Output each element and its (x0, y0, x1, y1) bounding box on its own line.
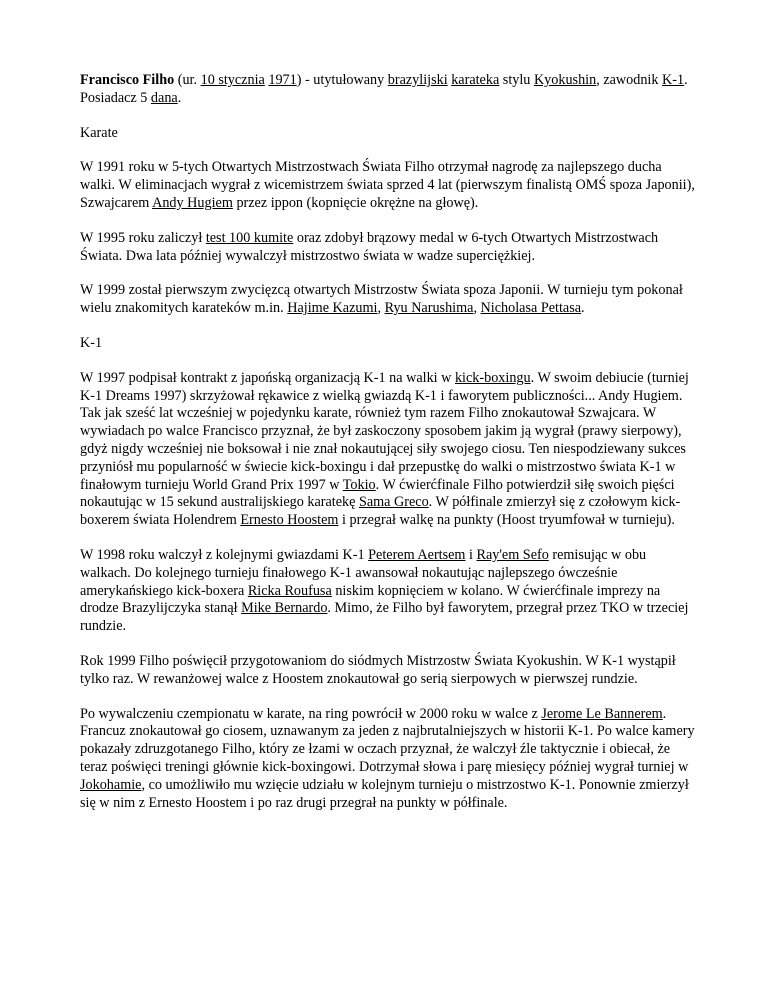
text: . Posiadacz 5 (80, 72, 688, 106)
text: remisując w obu walkach. Do kolejnego turnieju finałowego K-1 awansował nokautując najlepszego ówcześnie amerykańskiego kick-boxera (80, 546, 647, 599)
text: Po wywalczeniu czempionatu w karate, na ring powrócił w 2000 roku w walce z (80, 705, 542, 722)
link-ryu-narushima[interactable]: Ryu Narushima (384, 300, 474, 317)
paragraph-1991 (80, 159, 696, 212)
link-andy-hug[interactable]: Andy Hugiem (152, 194, 233, 211)
text: W 1997 podpisał kontrakt z japońską organizacją K-1 na walki w (80, 369, 455, 386)
link-jokohama[interactable]: Jokohamie (80, 776, 142, 793)
text: W 1995 roku zaliczył (80, 229, 206, 246)
text: . W swoim debiucie (turniej K-1 Dreams 1997) skrzyżował rękawice z wielką gwiazdą K-1 i faworytem publiczności... Andy Hugiem. Tak jak sześć lat wcześniej w pojedynku karate, również tym razem Filho znokautował Szwajcara. W wywiadach po walce Francisco przyznał, że był zaskoczony sposobem jakim ją wygrał (prawy sierpowy), gdyż nigdy wcześniej nie boksował i nie znał nokautującej siły swojego ciosu. Ten niespodziewany sukces przyniósł mu popularność w świecie kick-boxingu i dał przepustkę do walki o mistrzostwo świata K-1 w finałowym turnieju World Grand Prix 1997 w (80, 369, 689, 493)
link-nationality[interactable]: brazylijski (387, 72, 448, 88)
text: . (581, 300, 585, 317)
link-peter-aerts[interactable]: Peterem Aertsem (368, 546, 466, 563)
link-tokio[interactable]: Tokio (342, 476, 376, 493)
paragraph-1998 (80, 547, 696, 636)
link-ray-sefo[interactable]: Ray'em Sefo (476, 546, 549, 563)
paragraph-1999-k1: Rok 1999 Filho poświęcił przygotowaniom do siódmych Mistrzostw Świata Kyokushin. W K-1 wystąpił tylko raz. W rewanżowej walce z Hoostem znokautował go serią sierpowych w pierwszej rundzie. (80, 652, 676, 687)
text: W 1999 został pierwszym zwycięzcą otwartych Mistrzostw Świata spoza Japonii. W turnieju tym pokonał wielu znakomitych karateków m.in. (80, 282, 683, 317)
article (80, 72, 696, 829)
paragraph-1997 (80, 370, 696, 530)
link-dan[interactable]: dana (150, 89, 178, 106)
text: ) - utytułowany (296, 72, 388, 88)
link-mike-bernardo[interactable]: Mike Bernardo (241, 600, 328, 617)
text: , zawodnik (596, 72, 663, 88)
text: , (473, 300, 481, 317)
link-kick-boxing[interactable]: kick-boxingu (454, 369, 531, 386)
text: stylu (499, 72, 534, 88)
text: . Francuz znokautował go ciosem, uznawanym za jeden z najbrutalniejszych w historii K-1. Po walce kamery pokazały zdruzgotanego Filho, który ze łzami w oczach przyznał, że walczył źle taktycznie i obiecał, że teraz poświęci treningi głównie kick-boxingowi. Dotrzymał słowa i parę miesięcy później wygrał turniej w (80, 705, 695, 775)
text: . (177, 89, 182, 106)
intro-paragraph (80, 72, 696, 108)
link-rick-roufus[interactable]: Ricka Roufusa (247, 582, 332, 599)
text: niskim kopnięciem w kolano. W ćwierćfinale imprezy na drodze Brazylijczyka stanął (80, 582, 661, 617)
text: , co umożliwiło mu wzięcie udziału w kolejnym turnieju o mistrzostwo K-1. Ponownie zmierzył się w nim z Ernesto Hoostem i po raz drugi przegrał na punkty w półfinale. (80, 776, 689, 811)
section-heading-k1: K-1 (80, 334, 103, 351)
link-100-kumite[interactable]: test 100 kumite (205, 229, 294, 246)
text: . W półfinale zmierzył się z czołowym kick-boxerem świata Holendrem (80, 494, 681, 529)
article-subject: Francisco Filho (80, 72, 175, 88)
link-karateka[interactable]: karateka (451, 72, 500, 88)
text: . W ćwierćfinale Filho potwierdził siłę swoich pięści nokautując w 15 sekund australijskiego karatekę (80, 476, 675, 511)
link-k1[interactable]: K-1 (662, 72, 685, 88)
text: i (465, 546, 477, 563)
link-birth-date[interactable]: 10 stycznia (200, 72, 265, 88)
text: , (377, 300, 385, 317)
text: (ur. (174, 72, 201, 88)
link-birth-year[interactable]: 1971 (268, 72, 297, 88)
paragraph-1999 (80, 282, 696, 318)
text: i przegrał walkę na punkty (Hoost tryumfował w turnieju). (338, 512, 675, 529)
link-sam-greco[interactable]: Sama Greco (358, 494, 429, 511)
link-nicholas-pettas[interactable]: Nicholasa Pettasa (480, 300, 582, 317)
paragraph-1995 (80, 230, 696, 266)
text: przez ippon (kopnięcie okrężne na głowę). (232, 194, 479, 211)
text: W 1991 roku w 5-tych Otwartych Mistrzostwach Świata Filho otrzymał nagrodę za najlepszego ducha walki. W eliminacjach wygrał z wicemistrzem świata sprzed 4 lat (pierwszym finalistą OMŚ spoza Japonii), Szwajcarem (80, 159, 695, 211)
section-heading-karate: Karate (80, 124, 118, 141)
link-kyokushin[interactable]: Kyokushin (533, 72, 597, 88)
paragraph-2000 (80, 706, 696, 813)
link-jerome-le-banner[interactable]: Jerome Le Bannerem (541, 705, 663, 722)
link-hajime-kazumi[interactable]: Hajime Kazumi (287, 300, 378, 317)
link-ernesto-hoost[interactable]: Ernesto Hoostem (240, 512, 339, 529)
text: W 1998 roku walczył z kolejnymi gwiazdami K-1 (80, 546, 369, 563)
text: oraz zdobył brązowy medal w 6-tych Otwartych Mistrzostwach Świata. Dwa lata później wywalczył mistrzostwo świata w wadze superciężkiej. (80, 229, 659, 264)
text: . Mimo, że Filho był faworytem, przegrał przez TKO w trzeciej rundzie. (80, 600, 689, 635)
